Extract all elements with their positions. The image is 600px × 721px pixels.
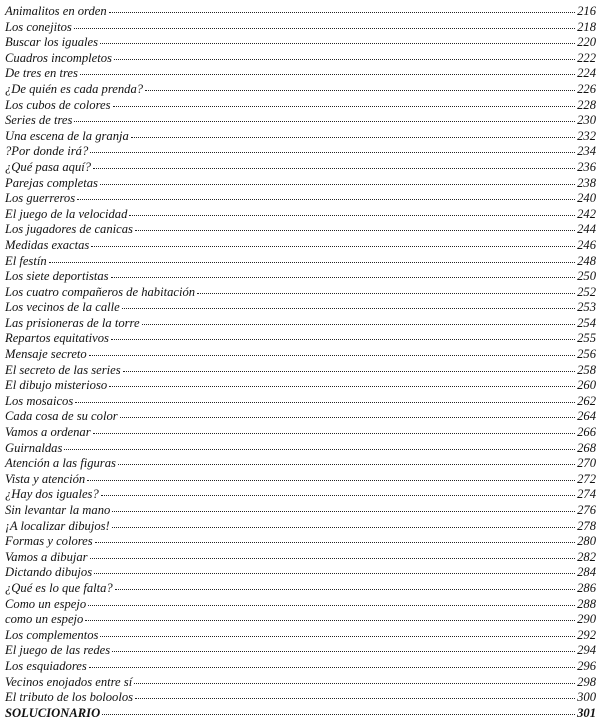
toc-entry-page-number: 226: [577, 81, 596, 96]
toc-entry-page-number: 284: [577, 565, 596, 580]
toc-entry: [5, 503, 596, 519]
toc-entry-title: Los cubos de colores: [5, 97, 111, 112]
table-of-contents: [5, 4, 596, 721]
toc-entry-title: Vista y atención: [5, 471, 86, 486]
toc-entry-page-number: 296: [577, 658, 596, 673]
toc-entry: [5, 176, 596, 192]
toc-entry: [5, 472, 596, 488]
toc-entry: [5, 690, 596, 706]
dot-leader: [75, 402, 575, 403]
toc-entry-page-number: 240: [577, 191, 596, 206]
dot-leader: [135, 698, 575, 699]
toc-entry-page-number: 278: [577, 518, 596, 533]
toc-entry-page-number: 222: [577, 50, 596, 65]
dot-leader: [112, 527, 575, 528]
toc-entry: [5, 113, 596, 129]
dot-leader: [100, 43, 575, 44]
toc-entry-page-number: 264: [577, 409, 596, 424]
toc-entry-title: Vamos a ordenar: [5, 425, 91, 440]
toc-entry: [5, 238, 596, 254]
toc-entry-title: Los siete deportistas: [5, 269, 109, 284]
toc-entry-title: Vamos a dibujar: [5, 549, 88, 564]
toc-entry-title: Los guerreros: [5, 191, 76, 206]
toc-entry-page-number: 300: [577, 690, 596, 705]
toc-entry: [5, 441, 596, 457]
toc-entry-title: De tres en tres: [5, 66, 78, 81]
toc-entry: [5, 331, 596, 347]
toc-entry-title: Guirnaldas: [5, 440, 63, 455]
toc-entry-title: Los cuatro compañeros de habitación: [5, 284, 196, 299]
toc-entry-title: Los conejitos: [5, 19, 72, 34]
toc-entry-title: Una escena de la granja: [5, 128, 129, 143]
toc-entry: [5, 20, 596, 36]
toc-entry-page-number: 280: [577, 534, 596, 549]
toc-entry-title: Dictando dibujos: [5, 565, 93, 580]
dot-leader: [101, 495, 575, 496]
toc-entry: [5, 363, 596, 379]
toc-entry-page-number: 298: [577, 674, 596, 689]
toc-entry-page-number: 274: [577, 487, 596, 502]
toc-entry-page-number: 266: [577, 425, 596, 440]
dot-leader: [90, 558, 576, 559]
toc-entry-page-number: 234: [577, 144, 596, 159]
toc-entry-page-number: 288: [577, 596, 596, 611]
dot-leader: [88, 605, 575, 606]
dot-leader: [109, 386, 575, 387]
dot-leader: [111, 339, 575, 340]
dot-leader: [49, 262, 575, 263]
toc-entry: [5, 222, 596, 238]
toc-entry-title: El juego de la velocidad: [5, 206, 128, 221]
toc-entry: [5, 659, 596, 675]
toc-entry-page-number: 224: [577, 66, 596, 81]
toc-entry: [5, 675, 596, 691]
dot-leader: [112, 651, 575, 652]
dot-leader: [89, 667, 575, 668]
toc-entry-page-number: 276: [577, 503, 596, 517]
dot-leader: [77, 199, 575, 200]
dot-leader: [95, 542, 575, 543]
toc-entry: [5, 4, 596, 20]
toc-entry-title: Cuadros incompletos: [5, 50, 112, 65]
dot-leader: [64, 449, 575, 450]
toc-entry-title: ¿Qué es lo que falta?: [5, 580, 113, 595]
toc-entry-page-number: 220: [577, 35, 596, 50]
toc-entry-title: Como un espejo: [5, 596, 87, 611]
toc-entry: [5, 378, 596, 394]
toc-entry: [5, 66, 596, 82]
dot-leader: [94, 573, 575, 574]
toc-entry: [5, 519, 596, 535]
toc-entry-title: Parejas completas: [5, 175, 98, 190]
toc-entry-page-number: 252: [577, 284, 596, 299]
toc-entry-page-number: 256: [577, 347, 596, 362]
toc-entry: [5, 643, 596, 659]
toc-entry-page-number: 228: [577, 97, 596, 112]
dot-leader: [109, 12, 575, 13]
dot-leader: [120, 417, 575, 418]
dot-leader: [129, 215, 575, 216]
dot-leader: [93, 433, 576, 434]
toc-entry-page-number: 236: [577, 159, 596, 174]
toc-entry-page-number: 255: [577, 331, 596, 346]
toc-entry: [5, 565, 596, 581]
toc-entry-title: Series de tres: [5, 113, 73, 128]
toc-entry-page-number: 254: [577, 315, 596, 330]
toc-entry: [5, 550, 596, 566]
dot-leader: [115, 589, 575, 590]
toc-entry: [5, 144, 596, 160]
toc-entry-page-number: 260: [577, 378, 596, 393]
dot-leader: [91, 246, 575, 247]
toc-entry-page-number: 290: [577, 612, 596, 627]
toc-entry: [5, 98, 596, 114]
toc-entry-title: El festín: [5, 253, 47, 268]
toc-entry-title: Los jugadores de canicas: [5, 222, 133, 237]
toc-entry: [5, 316, 596, 332]
dot-leader: [74, 121, 575, 122]
toc-entry-page-number: 250: [577, 269, 596, 284]
toc-entry: [5, 409, 596, 425]
toc-entry: [5, 487, 596, 503]
toc-entry-page-number: 286: [577, 580, 596, 595]
toc-entry-page-number: 258: [577, 362, 596, 377]
toc-entry-title: ¿Hay dos iguales?: [5, 487, 99, 502]
toc-entry: [5, 160, 596, 176]
toc-entry-title: ¡A localizar dibujos!: [5, 518, 110, 533]
toc-entry-title: SOLUCIONARIO: [5, 705, 101, 720]
toc-entry-title: Los complementos: [5, 627, 99, 642]
toc-entry: [5, 628, 596, 644]
dot-leader: [112, 511, 575, 512]
toc-entry-page-number: 301: [577, 705, 596, 720]
dot-leader: [118, 464, 575, 465]
toc-entry-page-number: 268: [577, 440, 596, 455]
dot-leader: [102, 714, 575, 715]
toc-entry-title: Medidas exactas: [5, 237, 90, 252]
toc-entry: [5, 347, 596, 363]
toc-entry: [5, 51, 596, 67]
dot-leader: [142, 324, 576, 325]
toc-entry: [5, 394, 596, 410]
toc-entry-page-number: 232: [577, 128, 596, 143]
dot-leader: [100, 636, 575, 637]
toc-entry: [5, 82, 596, 98]
dot-leader: [113, 106, 576, 107]
toc-entry-title: ?Por donde irá?: [5, 144, 89, 159]
dot-leader: [74, 28, 575, 29]
dot-leader: [100, 184, 575, 185]
toc-entry: [5, 35, 596, 51]
toc-entry-page-number: 238: [577, 175, 596, 190]
toc-entry-title: Repartos equitativos: [5, 331, 109, 346]
toc-entry-title: Cada cosa de su color: [5, 409, 118, 424]
toc-entry-title: El juego de las redes: [5, 643, 111, 658]
toc-entry-title: El secreto de las series: [5, 362, 121, 377]
toc-entry: [5, 534, 596, 550]
toc-entry: [5, 581, 596, 597]
dot-leader: [135, 230, 575, 231]
toc-entry-title: Formas y colores: [5, 534, 93, 549]
toc-entry: [5, 300, 596, 316]
toc-entry: [5, 207, 596, 223]
dot-leader: [123, 371, 575, 372]
dot-leader: [197, 293, 575, 294]
toc-entry-page-number: 292: [577, 627, 596, 642]
dot-leader: [85, 620, 575, 621]
dot-leader: [131, 137, 575, 138]
toc-entry-title: Animalitos en orden: [5, 4, 107, 18]
toc-entry-page-number: 294: [577, 643, 596, 658]
toc-entry-title: Sin levantar la mano: [5, 503, 111, 517]
dot-leader: [111, 277, 576, 278]
toc-entry-page-number: 244: [577, 222, 596, 237]
toc-entry-page-number: 270: [577, 456, 596, 471]
toc-entry: [5, 129, 596, 145]
toc-entry-page-number: 253: [577, 300, 596, 315]
toc-entry-page-number: 242: [577, 206, 596, 221]
toc-entry-title: Los mosaicos: [5, 393, 74, 408]
toc-entry: [5, 456, 596, 472]
dot-leader: [90, 152, 575, 153]
toc-entry-title: ¿De quién es cada prenda?: [5, 81, 144, 96]
toc-entry-title: Vecinos enojados entre sí: [5, 674, 133, 689]
dot-leader: [80, 74, 575, 75]
dot-leader: [93, 168, 575, 169]
toc-entry: [5, 254, 596, 270]
toc-entry-title: Buscar los iguales: [5, 35, 99, 50]
dot-leader: [87, 480, 575, 481]
toc-entry: [5, 425, 596, 441]
toc-entry: [5, 285, 596, 301]
toc-entry-page-number: 248: [577, 253, 596, 268]
toc-entry-page-number: 246: [577, 237, 596, 252]
toc-entry-title: Las prisioneras de la torre: [5, 315, 140, 330]
toc-entry-page-number: 272: [577, 471, 596, 486]
toc-entry-title: Los esquiadores: [5, 658, 87, 673]
toc-entry-page-number: 216: [577, 4, 596, 18]
dot-leader: [89, 355, 575, 356]
toc-entry-title: ¿Qué pasa aquí?: [5, 159, 92, 174]
dot-leader: [122, 308, 575, 309]
toc-entry-title: como un espejo: [5, 612, 84, 627]
toc-entry-page-number: 218: [577, 19, 596, 34]
toc-entry-title: El dibujo misterioso: [5, 378, 108, 393]
toc-entry-page-number: 282: [577, 549, 596, 564]
dot-leader: [134, 683, 575, 684]
toc-entry-title: El tributo de los boloolos: [5, 690, 134, 705]
toc-entry: [5, 191, 596, 207]
dot-leader: [114, 59, 575, 60]
toc-entry: [5, 612, 596, 628]
toc-entry-title: Los vecinos de la calle: [5, 300, 120, 315]
toc-entry: [5, 269, 596, 285]
toc-entry-title: Mensaje secreto: [5, 347, 87, 362]
dot-leader: [145, 90, 575, 91]
toc-entry-page-number: 262: [577, 393, 596, 408]
toc-entry-page-number: 230: [577, 113, 596, 128]
toc-entry: [5, 597, 596, 613]
toc-entry-title: Atención a las figuras: [5, 456, 116, 471]
